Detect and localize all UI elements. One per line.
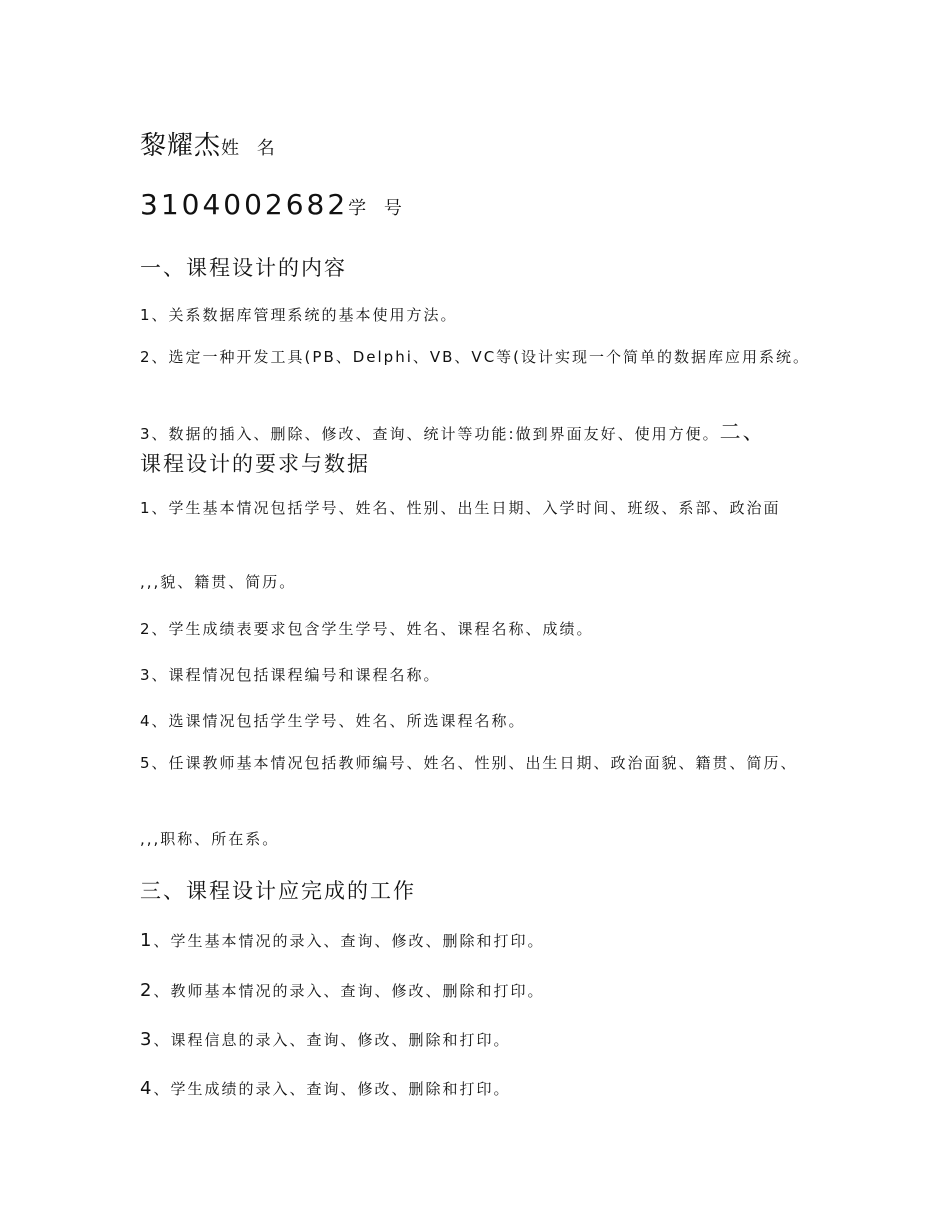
student-id: 3104002682 bbox=[140, 188, 349, 221]
section1-item-3: 3、数据的插入、删除、修改、查询、统计等功能:做到界面友好、使用方便。 bbox=[140, 425, 720, 443]
section1-item-3-with-heading bbox=[140, 419, 820, 448]
section3-item-1: 1、学生基本情况的录入、查询、修改、删除和打印。 bbox=[140, 930, 545, 951]
id-label: 学 号 bbox=[348, 198, 408, 219]
name-label: 姓 名 bbox=[221, 138, 281, 159]
section3-item-3: 3、课程信息的录入、查询、修改、删除和打印。 bbox=[140, 1029, 511, 1050]
section2-item-4: 4、选课情况包括学生学号、姓名、所选课程名称。 bbox=[140, 712, 526, 730]
section2-item-1-cont: ,,,貌、籍贯、简历。 bbox=[140, 573, 297, 591]
name-row bbox=[140, 125, 281, 162]
section1-item-1: 1、关系数据库管理系统的基本使用方法。 bbox=[140, 306, 458, 324]
section2-item-2: 2、学生成绩表要求包含学生学号、姓名、课程名称、成绩。 bbox=[140, 620, 594, 638]
section2-item-5-cont: ,,,职称、所在系。 bbox=[140, 830, 280, 848]
section2-item-3: 3、课程情况包括课程编号和课程名称。 bbox=[140, 666, 441, 684]
section3-item-4: 4、学生成绩的录入、查询、修改、删除和打印。 bbox=[140, 1078, 511, 1099]
section2-title: 课程设计的要求与数据 bbox=[140, 452, 370, 476]
student-name: 黎耀杰 bbox=[140, 131, 222, 161]
section1-title: 一、课程设计的内容 bbox=[140, 256, 347, 280]
section2-item-5: 5、任课教师基本情况包括教师编号、姓名、性别、出生日期、政治面貌、籍贯、简历、 bbox=[140, 754, 798, 772]
id-row bbox=[140, 188, 408, 221]
section3-item-2: 2、教师基本情况的录入、查询、修改、删除和打印。 bbox=[140, 980, 545, 1001]
section3-title: 三、课程设计应完成的工作 bbox=[140, 879, 416, 903]
section1-item-2: 2、选定一种开发工具(PB、Delphi、VB、VC等(设计实现一个简单的数据库应用系统。 bbox=[140, 348, 811, 366]
section2-item-1: 1、学生基本情况包括学号、姓名、性别、出生日期、入学时间、班级、系部、政治面 bbox=[140, 499, 781, 517]
section2-title-prefix: 二、 bbox=[719, 420, 766, 444]
